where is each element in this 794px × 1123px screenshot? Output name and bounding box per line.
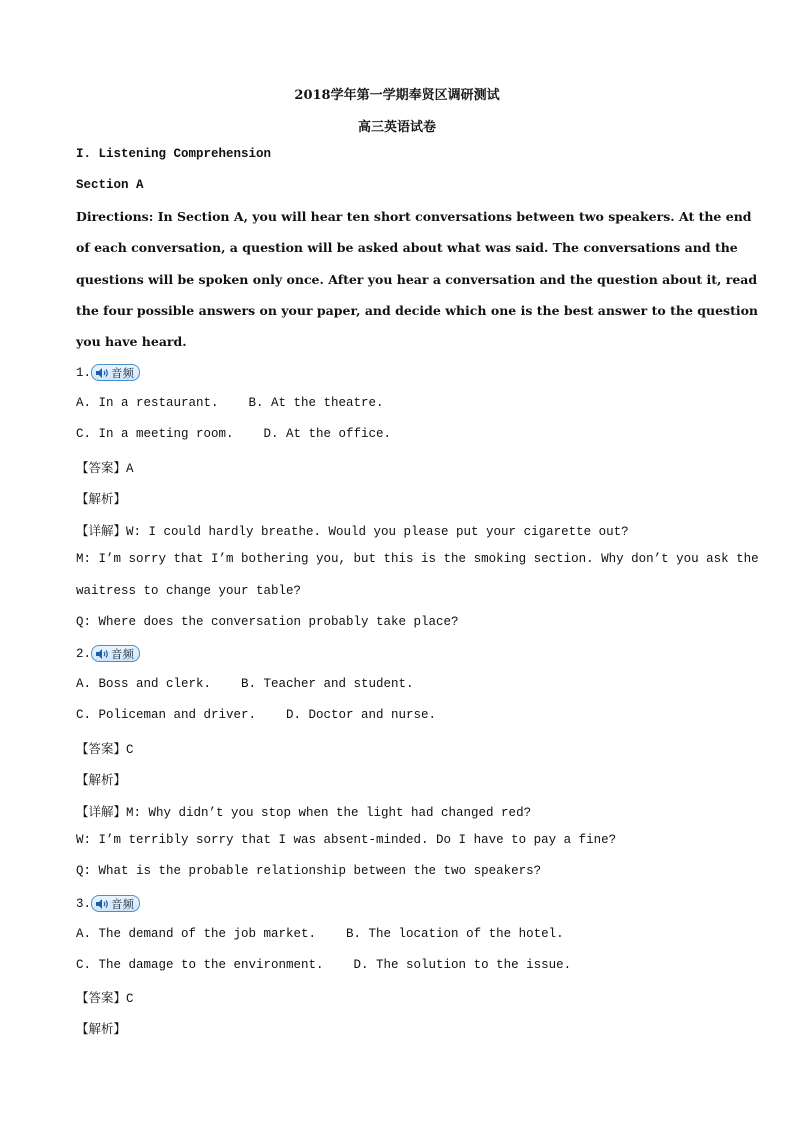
option-line: C. In a meeting room. D. At the office. xyxy=(76,427,392,441)
analysis-label: 【解析】 xyxy=(76,774,127,788)
option-line: A. In a restaurant. B. At the theatre. xyxy=(76,396,384,410)
directions-line: you have heard. xyxy=(76,334,187,349)
audio-button[interactable] xyxy=(91,364,140,381)
speaker-icon xyxy=(95,899,109,909)
exam-title: 2018学年第一学期奉贤区调研测试 xyxy=(294,88,500,103)
part-heading: I. Listening Comprehension xyxy=(76,147,272,161)
question-number: 2. xyxy=(76,646,92,661)
detail-line: waitress to change your table? xyxy=(76,584,302,598)
speaker-icon xyxy=(95,649,109,659)
option-line: C. Policeman and driver. D. Doctor and nurse. xyxy=(76,708,437,722)
detail-line: 【详解】M: Why didn’t you stop when the light had changed red? xyxy=(76,806,532,820)
answer-label: 【答案】A xyxy=(76,462,134,476)
option-line: C. The damage to the environment. D. The solution to the issue. xyxy=(76,958,572,972)
detail-line: M: I’m sorry that I’m bothering you, but this is the smoking section. Why don’t you ask the xyxy=(76,552,759,566)
section-heading: Section A xyxy=(76,178,144,192)
answer-label: 【答案】C xyxy=(76,743,134,757)
analysis-label: 【解析】 xyxy=(76,1023,127,1037)
question-2 xyxy=(76,645,140,662)
directions-line: questions will be spoken only once. After you hear a conversation and the question about it, read xyxy=(76,272,758,287)
option-line: A. Boss and clerk. B. Teacher and student. xyxy=(76,677,414,691)
detail-line: Q: What is the probable relationship between the two speakers? xyxy=(76,864,542,878)
audio-button[interactable] xyxy=(91,645,140,662)
directions-line: of each conversation, a question will be asked about what was said. The conversations and the xyxy=(76,240,738,255)
detail-line: Q: Where does the conversation probably take place? xyxy=(76,615,459,629)
directions-line: Directions: In Section A, you will hear ten short conversations between two speakers. At the end xyxy=(76,209,752,224)
detail-line: 【详解】W: I could hardly breathe. Would you please put your cigarette out? xyxy=(76,525,629,539)
question-1 xyxy=(76,364,140,381)
analysis-label: 【解析】 xyxy=(76,493,127,507)
audio-label: 音频 xyxy=(111,646,135,661)
detail-line: W: I’m terribly sorry that I was absent-minded. Do I have to pay a fine? xyxy=(76,833,617,847)
audio-label: 音频 xyxy=(111,365,135,380)
audio-button[interactable] xyxy=(91,895,140,912)
answer-label: 【答案】C xyxy=(76,992,134,1006)
question-number: 1. xyxy=(76,365,92,380)
question-3 xyxy=(76,895,140,912)
exam-subtitle: 高三英语试卷 xyxy=(357,120,436,135)
directions-line: the four possible answers on your paper, and decide which one is the best answer to the question xyxy=(76,303,759,318)
speaker-icon xyxy=(95,368,109,378)
audio-label: 音频 xyxy=(111,896,135,911)
option-line: A. The demand of the job market. B. The location of the hotel. xyxy=(76,927,564,941)
question-number: 3. xyxy=(76,896,92,911)
